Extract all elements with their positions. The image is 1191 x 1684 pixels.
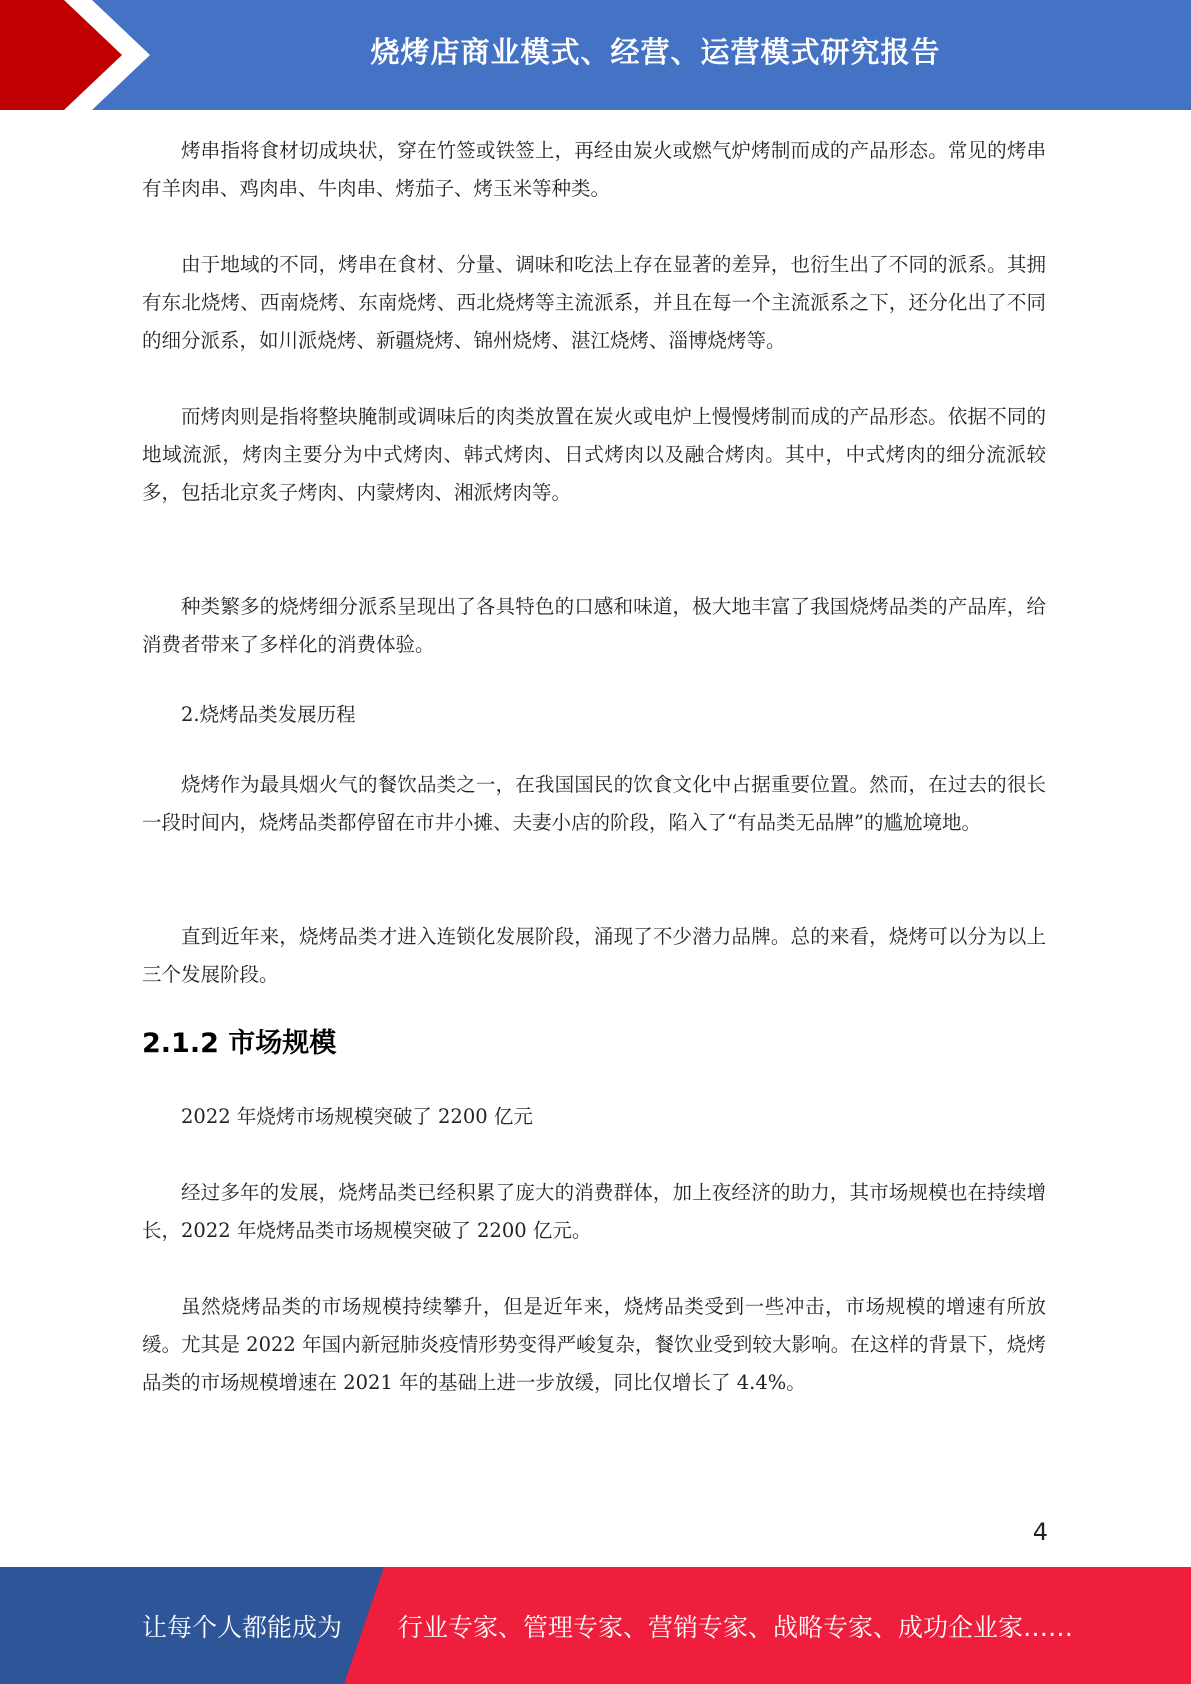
section-heading-market-size: 2.1.2 市场规模 (142, 1028, 337, 1059)
page-number: 4 (1032, 1518, 1048, 1546)
header-arrow-flag (0, 0, 160, 110)
page-footer (0, 1567, 1191, 1684)
paragraph-history: 烧烤作为最具烟火气的餐饮品类之一，在我国国民的饮食文化中占据重要位置。然而，在过去的很长一段时间内，烧烤品类都停留在市井小摊、夫妻小店的阶段，陷入了“有品类无品牌”的尴尬境地。 (142, 773, 1046, 834)
paragraph-grilled-meat: 而烤肉则是指将整块腌制或调味后的肉类放置在炭火或电炉上慢慢烤制而成的产品形态。依据不同的地域流派，烤肉主要分为中式烤肉、韩式烤肉、日式烤肉以及融合烤肉。其中，中式烤肉的细分流派较多，包括北京炙子烤肉、内蒙烤肉、湘派烤肉等。 (142, 405, 1046, 504)
page-content (142, 132, 1046, 1402)
paragraph-skewers: 烤串指将食材切成块状，穿在竹签或铁签上，再经由炭火或燃气炉烤制而成的产品形态。常见的烤串有羊肉串、鸡肉串、牛肉串、烤茄子、烤玉米等种类。 (142, 139, 1046, 200)
paragraph-growth-slowdown: 虽然烧烤品类的市场规模持续攀升，但是近年来，烧烤品类受到一些冲击，市场规模的增速有所放缓。尤其是 2022 年国内新冠肺炎疫情形势变得严峻复杂，餐饮业受到较大影响。在这样的背景下，烧烤品类的市场规模增速在 2021 年的基础上进一步放缓，同比仅增长了 4.4%。 (142, 1295, 1046, 1394)
paragraph-market-growth: 经过多年的发展，烧烤品类已经积累了庞大的消费群体，加上夜经济的助力，其市场规模也在持续增长，2022 年烧烤品类市场规模突破了 2200 亿元。 (142, 1181, 1046, 1242)
paragraph-regional-styles: 由于地域的不同，烤串在食材、分量、调味和吃法上存在显著的差异，也衍生出了不同的派系。其拥有东北烧烤、西南烧烤、东南烧烤、西北烧烤等主流派系，并且在每一个主流派系之下，还分化出了不同的细分派系，如川派烧烤、新疆烧烤、锦州烧烤、湛江烧烤、淄博烧烤等。 (142, 253, 1046, 352)
paragraph-variety: 种类繁多的烧烤细分派系呈现出了各具特色的口感和味道，极大地丰富了我国烧烤品类的产品库，给消费者带来了多样化的消费体验。 (142, 595, 1046, 656)
page-header (0, 0, 1191, 110)
paragraph-chain-stage: 直到近年来，烧烤品类才进入连锁化发展阶段，涌现了不少潜力品牌。总的来看，烧烤可以分为以上三个发展阶段。 (142, 925, 1046, 986)
subheading-history: 2.烧烤品类发展历程 (181, 703, 356, 726)
footer-slogan-left: 让每个人都能成为 (142, 1612, 343, 1642)
footer-slogan-right: 行业专家、管理专家、营销专家、战略专家、成功企业家…… (398, 1612, 1074, 1642)
subheading-market-2022: 2022 年烧烤市场规模突破了 2200 亿元 (181, 1105, 533, 1128)
report-title: 烧烤店商业模式、经营、运营模式研究报告 (370, 34, 941, 69)
